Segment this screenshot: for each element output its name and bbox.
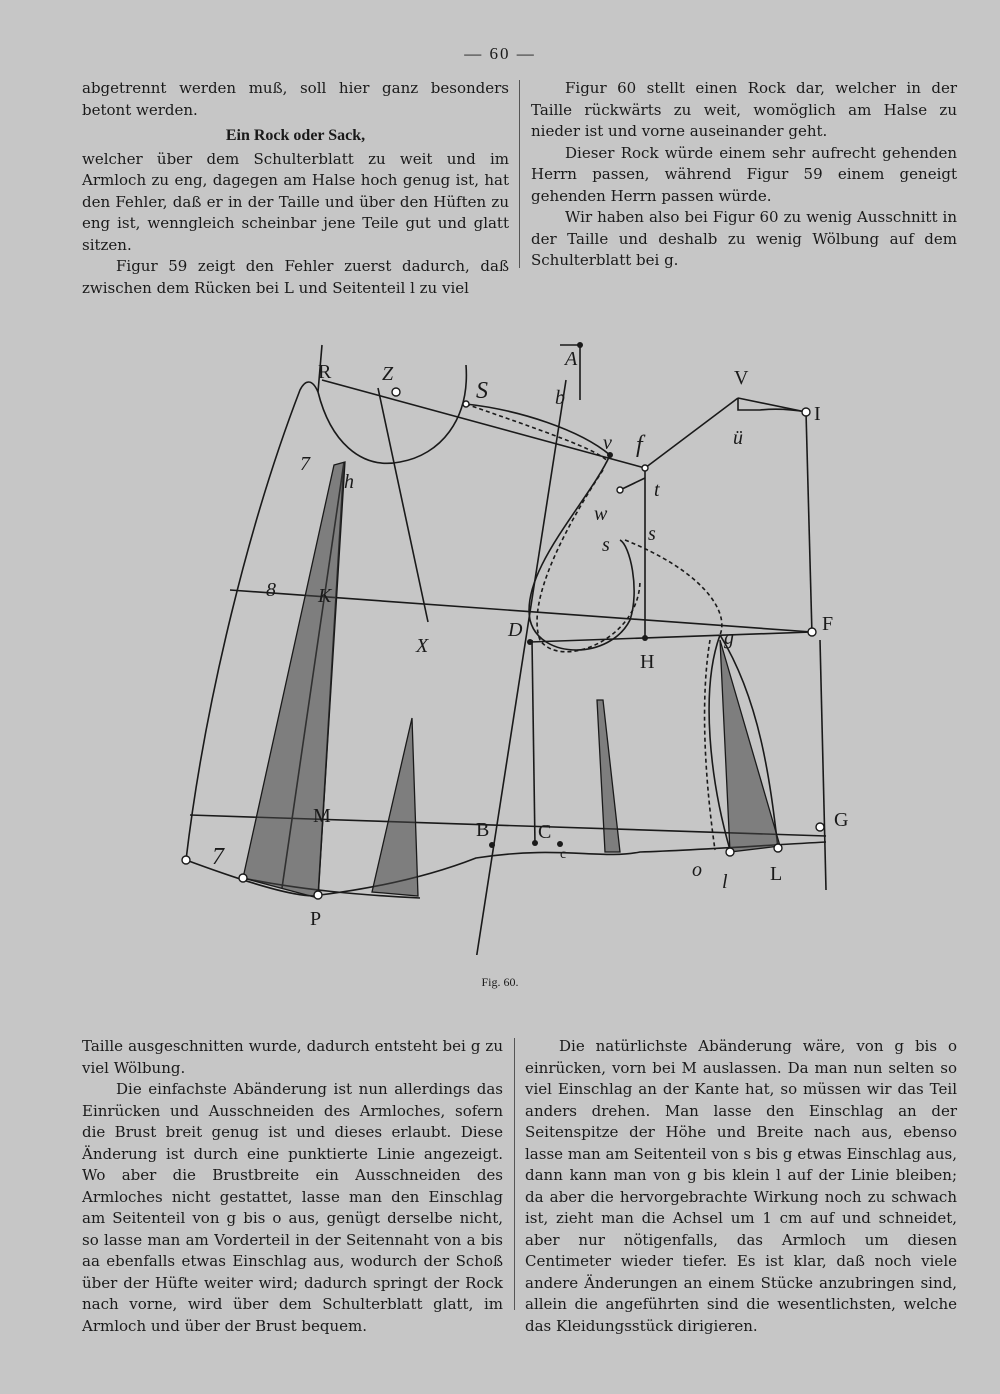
dotted-armhole <box>537 470 640 652</box>
chest-line-H <box>530 632 812 642</box>
paragraph: Taille ausgeschnitten wurde, dadurch entsteht bei g zu viel Wölbung. <box>82 1037 503 1077</box>
label-P: P <box>310 908 322 930</box>
label-w: w <box>594 503 608 525</box>
label-G: G <box>834 809 849 831</box>
label-v: v <box>603 432 612 454</box>
label-H: H <box>640 651 655 673</box>
label-7-top: 7 <box>300 453 310 475</box>
paragraph: welcher über dem Schulterblatt zu weit und im Armloch zu eng, dagegen am Halse hoch genug ist, hat den Fehler, daß er in der Taille und über den Hüften zu eng ist, wenngleich scheinbar jene Teile gut und glatt sitzen. <box>82 149 509 254</box>
label-Z: Z <box>382 363 394 385</box>
label-K: K <box>318 585 332 607</box>
label-b: b <box>555 387 565 409</box>
label-R: R <box>318 361 332 383</box>
label-c: c <box>560 847 567 862</box>
label-s1: s <box>602 534 610 556</box>
paragraph: Die einfachste Abänderung ist nun allerdings das Einrücken und Ausschneiden des Armloches, sofern die Brust breit genug ist und dieses erlaubt. Diese Änderung ist durch eine punktierte Linie angezeigt. Wo aber die Brustbreite ein Ausschneiden des Armloches nicht gestattet, lasse man den Einschlag am Seitenteil von g bis o aus, genügt derselbe nicht, so lasse man am Vorderteil in der Seitennaht von a bis aa ebenfalls etwas Einschlag aus, wodurch der Schoß über der Hüfte weiter wird; dadurch springt der Rock nach vorne, wird über dem Schulterblatt glatt, im Armloch und über der Brust bequem. <box>82 1080 503 1335</box>
label-V: V <box>734 367 749 389</box>
label-C: C <box>538 821 552 843</box>
label-B: B <box>476 819 490 841</box>
front-edge-line <box>806 412 812 635</box>
top-right-column <box>531 78 957 272</box>
front-neck-line <box>645 398 738 468</box>
label-D: D <box>508 619 523 641</box>
column-divider <box>514 1038 515 1310</box>
label-8: 8 <box>266 579 276 601</box>
label-A: A <box>565 348 578 370</box>
bottom-right-column <box>525 1036 957 1337</box>
label-ue: ü <box>733 427 743 449</box>
armhole-curve <box>529 455 634 650</box>
page-number: — 60 — <box>464 44 536 63</box>
column-divider <box>519 80 520 268</box>
top-left-column <box>82 78 509 299</box>
label-S: S <box>476 378 488 404</box>
middle-dart <box>372 718 418 896</box>
label-l: l <box>722 871 728 893</box>
line-Z-X <box>378 388 428 622</box>
label-F: F <box>822 613 834 635</box>
label-X: X <box>416 635 429 657</box>
paragraph: abgetrennt werden muß, soll hier ganz besonders betont werden. <box>82 79 509 119</box>
line-F-G <box>820 640 826 890</box>
label-f: f <box>636 432 643 458</box>
label-o: o <box>692 859 702 881</box>
figure-caption: Fig. 60. <box>481 975 519 989</box>
section-heading: Ein Rock oder Sack, <box>225 127 366 144</box>
label-7-bottom: 7 <box>212 844 224 870</box>
pattern-figure <box>170 335 860 955</box>
label-M: M <box>313 805 331 827</box>
label-L: L <box>770 863 783 885</box>
paragraph: Figur 60 stellt einen Rock dar, welcher in der Taille rückwärts zu weit, womöglich am Halse zu nieder ist und vorne auseinander geht. <box>531 79 957 140</box>
dotted-shoulder <box>466 404 608 462</box>
bottom-left-column <box>82 1036 503 1337</box>
side-dart <box>720 640 780 852</box>
paragraph: Dieser Rock würde einem sehr aufrecht gehenden Herrn passen, während Figur 59 einem geneigt gehenden Herrn passen würde. <box>531 143 957 205</box>
paragraph: Wir haben also bei Figur 60 zu wenig Ausschnitt in der Taille und deshalb zu wenig Wölbung auf dem Schulterblatt bei g. <box>531 208 957 269</box>
paragraph: Die natürlichste Abänderung wäre, von g bis o einrücken, vorn bei M auslassen. Da man nun selten so viel Einschlag an der Kante hat, so müssen wir das Teil anders drehen. Man lasse den Einschlag an der Seitenspitze der Höhe und Breite nach aus, ebenso lasse man am Seitenteil von s bis g etwas Einschlag aus, dann kann man von g bis klein l auf der Linie bleiben; da aber die hervorgebrachte Wirkung noch zu schwach ist, zieht man die Achsel um 1 cm auf und schneidet, aber nur nötigenfalls, das Armloch um diesen Centimeter wieder tiefer. Es ist klar, daß noch viele andere Änderungen an einem Stücke anzubringen sind, allein die angeführten sind die wesentlichsten, welche das Kleidungsstück dirigieren. <box>525 1037 957 1335</box>
paragraph: Figur 59 zeigt den Fehler zuerst dadurch, daß zwischen dem Rücken bei L und Seitenteil l zu viel <box>82 257 509 297</box>
label-t: t <box>654 479 660 501</box>
label-g: g <box>724 627 734 649</box>
back-dart <box>243 462 345 898</box>
label-s2: s <box>648 523 656 545</box>
label-h: h <box>344 471 354 493</box>
line-A-B <box>476 380 566 955</box>
pattern-diagram <box>170 335 860 955</box>
label-I: I <box>814 403 821 425</box>
